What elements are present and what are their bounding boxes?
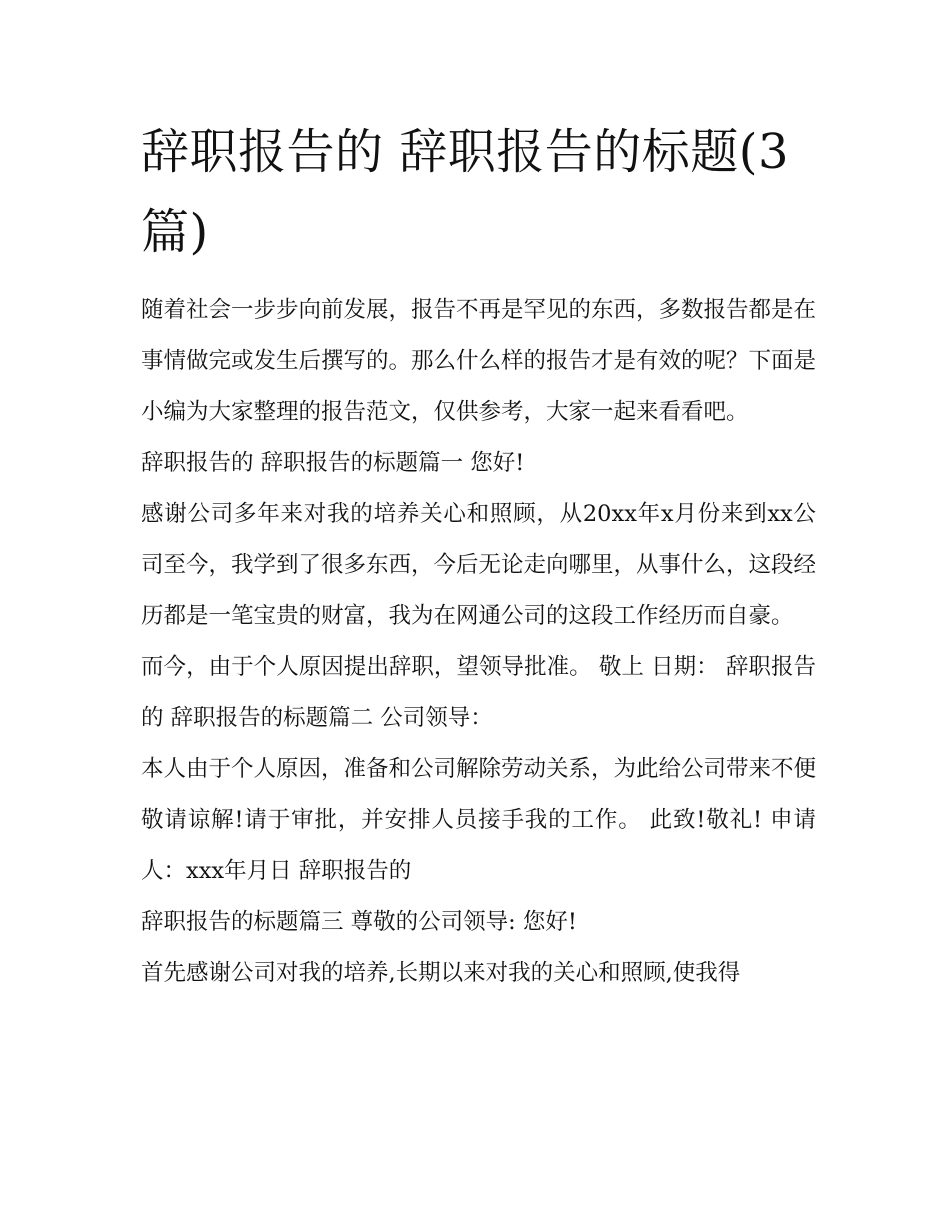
paragraph-resignation: 而今，由于个人原因提出辞职，望领导批准。 敬上 日期： 辞职报告的 辞职报告的标题篇二 公司领导： [141, 654, 816, 731]
paragraph-thanks: 感谢公司多年来对我的培养关心和照顾，从20xx年x月份来到xx公司至今，我学到了很多东西，今后无论走向哪里，从事什么，这段经历都是一笔宝贵的财富，我为在网通公司的这段工作经历而自豪。 [141, 501, 817, 629]
paragraph-gratitude: 首先感谢公司对我的培养,长期以来对我的关心和照顾,使我得 [141, 960, 741, 986]
document-content [141, 112, 816, 999]
paragraph-intro: 随着社会一步步向前发展，报告不再是罕见的东西，多数报告都是在事情做完或发生后撰写的。那么什么样的报告才是有效的呢？下面是小编为大家整理的报告范文，仅供参考，大家一起来看看吧。 [141, 297, 817, 425]
paragraph-heading-three: 辞职报告的标题篇三 尊敬的公司领导: 您好! [141, 909, 577, 935]
paragraph-heading-one: 辞职报告的 辞职报告的标题篇一 您好! [141, 450, 525, 476]
document-body [141, 285, 816, 999]
document-title: 辞职报告的 辞职报告的标题(3篇) [141, 124, 790, 260]
paragraph-personal-reason: 本人由于个人原因，准备和公司解除劳动关系，为此给公司带来不便敬请谅解!请于审批，并安排人员接手我的工作。 此致!敬礼! 申请人：xxx年月日 辞职报告的 [141, 756, 817, 884]
